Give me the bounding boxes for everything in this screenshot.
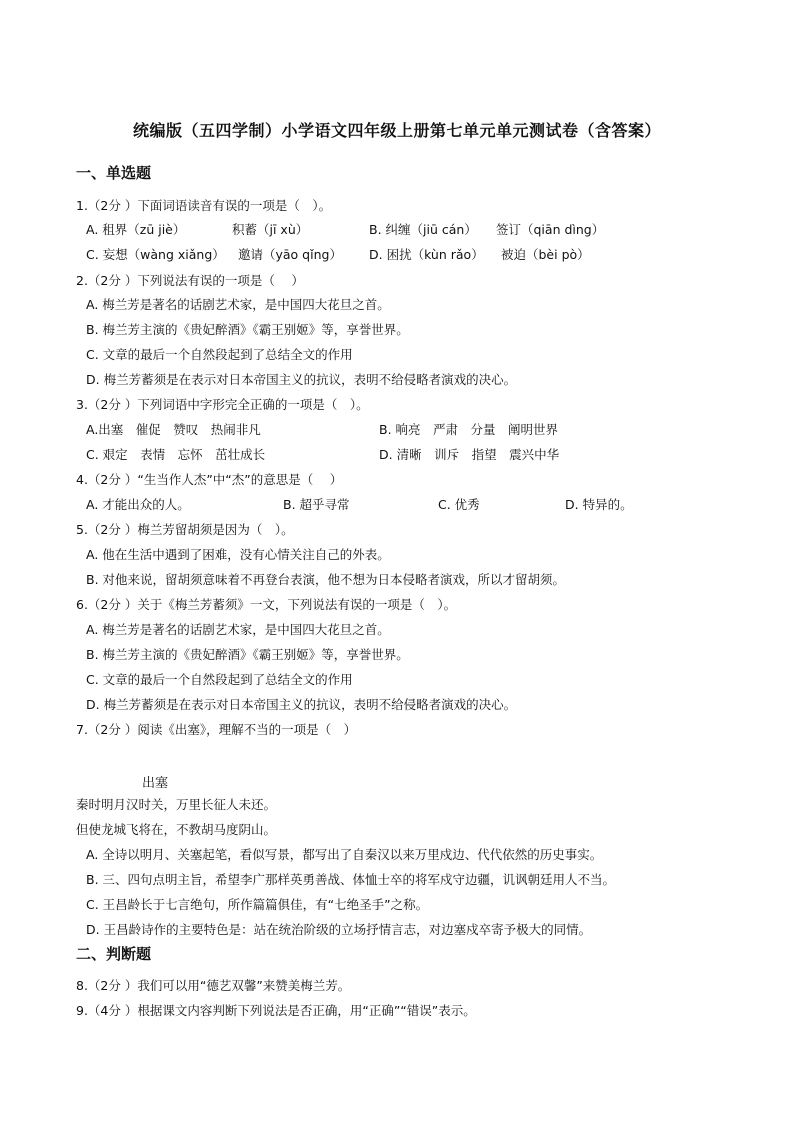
question-6-stem: 6.（2分 ）关于《梅兰芳蓄须》一文，下列说法有误的一项是（ ）。	[76, 597, 457, 612]
q2-option-c: C. 文章的最后一个自然段起到了总结全文的作用	[86, 347, 353, 362]
q7-option-a: A. 全诗以明月、关塞起笔，看似写景，都写出了自秦汉以来万里戍边、代代依然的历史事实。	[86, 847, 603, 862]
question-7-stem: 7.（2分 ）阅读《出塞》，理解不当的一项是（ ）	[76, 722, 357, 737]
q7-option-b: B. 三、四句点明主旨，希望李广那样英勇善战、体恤士卒的将军戍守边疆，讥讽朝廷用人不当。	[86, 872, 616, 887]
q1-option-d-word2: 被迫（bèi pò）	[501, 247, 590, 262]
q3-option-a: A.出塞 催促 赞叹 热闹非凡	[86, 422, 261, 437]
question-9-stem: 9.（4分 ）根据课文内容判断下列说法是否正确，用“正确”“错误”表示。	[76, 1003, 476, 1018]
q2-option-a: A. 梅兰芳是著名的话剧艺术家，是中国四大花旦之首。	[86, 297, 390, 312]
q1-option-b-word2: 签订（qiān dìng）	[496, 222, 605, 237]
q5-option-a: A. 他在生活中遇到了困难，没有心情关注自己的外表。	[86, 547, 390, 562]
question-3-stem: 3.（2分 ）下列词语中字形完全正确的一项是（ ）。	[76, 397, 369, 412]
q1-option-a: A. 租界（zū jiè）	[86, 222, 186, 237]
poem-line-1: 秦时明月汉时关，万里长征人未还。	[76, 797, 277, 812]
question-8-stem: 8.（2分 ）我们可以用“德艺双馨”来赞美梅兰芳。	[76, 978, 351, 993]
q7-option-c: C. 王昌龄长于七言绝句，所作篇篇俱佳，有“七绝圣手”之称。	[86, 897, 429, 912]
q1-option-c-word2: 邀请（yāo qǐng）	[238, 247, 342, 262]
q1-option-b: B. 纠缠（jiū cán）	[369, 222, 477, 237]
poem-title: 出塞	[142, 776, 169, 791]
q1-option-c: C. 妄想（wàng xiǎng）	[86, 247, 225, 262]
q1-option-a-word2: 积蓄（jī xù）	[232, 222, 309, 237]
q7-option-d: D. 王昌龄诗作的主要特色是：站在统治阶级的立场抒情言志，对边塞戍卒寄予极大的同情。	[86, 922, 592, 937]
poem-line-2: 但使龙城飞将在，不教胡马度阴山。	[76, 822, 277, 837]
q6-option-d: D. 梅兰芳蓄须是在表示对日本帝国主义的抗议，表明不给侵略者演戏的决心。	[86, 697, 517, 712]
question-5-stem: 5.（2分 ）梅兰芳留胡须是因为（ ）。	[76, 522, 294, 537]
q3-option-c: C. 艰定 表情 忘怀 茁壮成长	[86, 447, 266, 462]
q4-option-c: C. 优秀	[438, 497, 480, 512]
q4-option-a: A. 才能出众的人。	[86, 497, 190, 512]
q6-option-a: A. 梅兰芳是著名的话剧艺术家，是中国四大花旦之首。	[86, 622, 390, 637]
q2-option-d: D. 梅兰芳蓄须是在表示对日本帝国主义的抗议，表明不给侵略者演戏的决心。	[86, 372, 517, 387]
q2-option-b: B. 梅兰芳主演的《贵妃醉酒》《霸王别姬》等，享誉世界。	[86, 322, 409, 337]
q3-option-d: D. 清晰 训斥 指望 震兴中华	[379, 447, 560, 462]
q1-option-d: D. 困扰（kùn rǎo）	[369, 247, 484, 262]
q6-option-b: B. 梅兰芳主演的《贵妃醉酒》《霸王别姬》等，享誉世界。	[86, 647, 409, 662]
question-2-stem: 2.（2分 ）下列说法有误的一项是（ ）	[76, 273, 304, 288]
section-heading-single-choice: 一、单选题	[76, 164, 152, 182]
q4-option-d: D. 特异的。	[565, 497, 633, 512]
q5-option-b: B. 对他来说，留胡须意味着不再登台表演，他不想为日本侵略者演戏，所以才留胡须。	[86, 572, 566, 587]
question-4-stem: 4.（2分 ）“生当作人杰”中“杰”的意思是（ ）	[76, 472, 343, 487]
q4-option-b: B. 超乎寻常	[283, 497, 350, 512]
section-heading-true-false: 二、判断题	[76, 945, 152, 963]
q6-option-c: C. 文章的最后一个自然段起到了总结全文的作用	[86, 672, 353, 687]
page-title: 统编版（五四学制）小学语文四年级上册第七单元单元测试卷（含答案）	[132, 121, 661, 140]
q3-option-b: B. 响亮 严肃 分量 阐明世界	[379, 422, 559, 437]
question-1-stem: 1.（2分 ）下面词语读音有误的一项是（ ）。	[76, 198, 332, 213]
